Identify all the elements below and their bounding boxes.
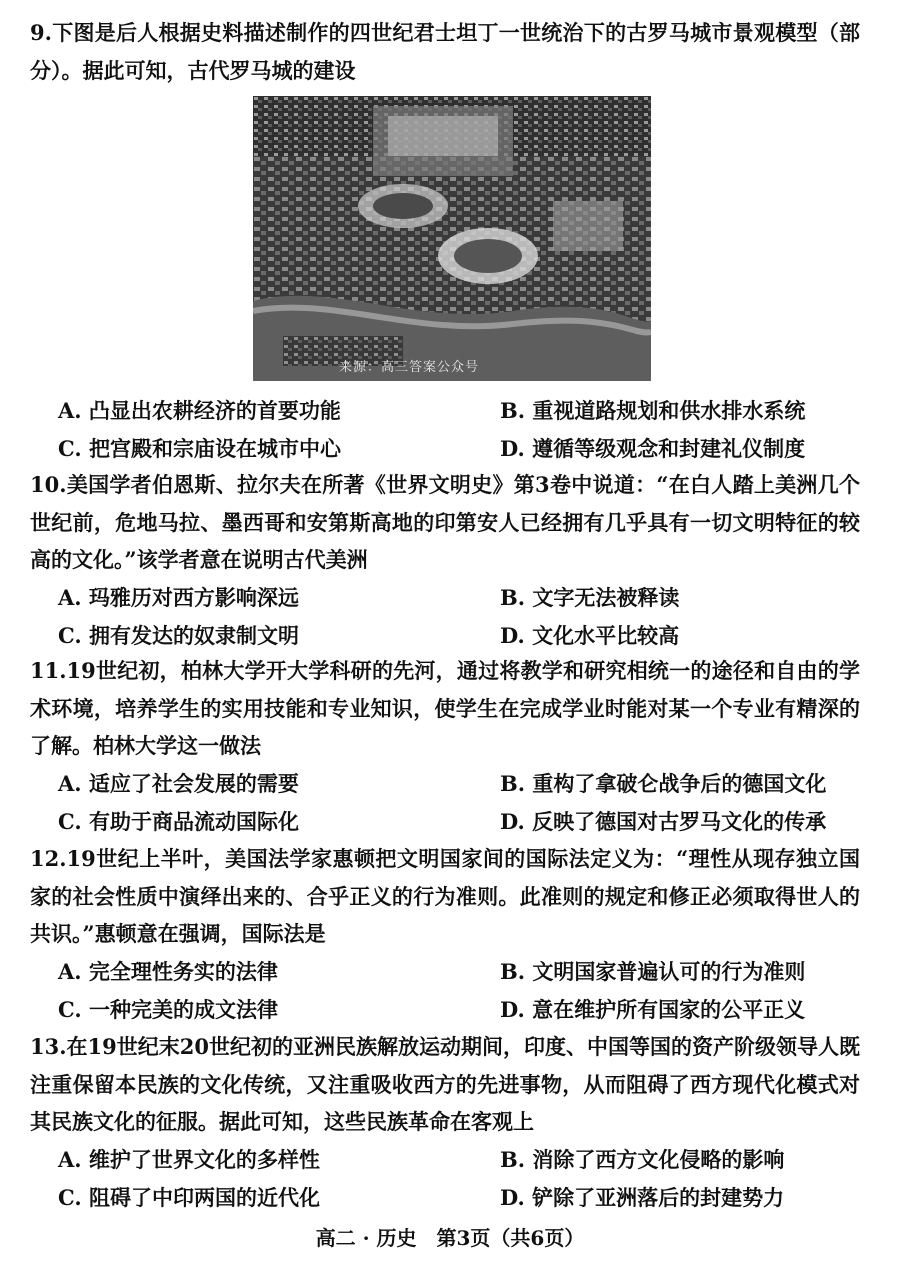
question-stem (30, 14, 860, 89)
question-stem (30, 466, 860, 579)
option-a: A. 完全理性务实的法律 (58, 958, 278, 984)
option-a: A. 适应了社会发展的需要 (58, 770, 299, 796)
question-number: 13. (30, 1034, 67, 1059)
rome-model-photo (253, 96, 651, 381)
question-text: 下图是后人根据史料描述制作的四世纪君士坦丁一世统治下的古罗马城市景观模型（部分）。据此可知，古代罗马城的建设 (30, 20, 860, 83)
question-stem (30, 652, 860, 765)
options (58, 953, 860, 1029)
option-a: A. 玛雅历对西方影响深远 (58, 584, 299, 610)
image-watermark: 来源：高三答案公众号 (339, 360, 480, 375)
question-11 (30, 652, 860, 841)
option-d: D. 文化水平比较高 (500, 622, 680, 648)
options (58, 579, 860, 655)
options (58, 765, 860, 841)
question-text: 在19世纪末20世纪初的亚洲民族解放运动期间，印度、中国等国的资产阶级领导人既注重保留本民族的文化传统，又注重吸收西方的先进事物，从而阻碍了西方现代化模式对其民族文化的征服。据此可知，这些民族革命在客观上 (30, 1034, 860, 1134)
question-13 (30, 1028, 860, 1217)
option-c: C. 有助于商品流动国际化 (58, 808, 299, 834)
option-c: C. 把宫殿和宗庙设在城市中心 (58, 436, 341, 461)
option-c: C. 阻碍了中印两国的近代化 (58, 1184, 320, 1210)
option-b: B. 重视道路规划和供水排水系统 (500, 398, 806, 423)
question-9-options (30, 392, 860, 468)
question-number: 11. (30, 658, 67, 683)
option-d: D. 铲除了亚洲落后的封建势力 (500, 1184, 785, 1210)
option-b: B. 消除了西方文化侵略的影响 (500, 1146, 785, 1172)
question-10 (30, 466, 860, 655)
question-number: 10. (30, 472, 67, 497)
option-b: B. 重构了拿破仑战争后的德国文化 (500, 770, 827, 796)
option-d: D. 反映了德国对古罗马文化的传承 (500, 808, 827, 834)
options (58, 392, 860, 468)
question-text: 美国学者伯恩斯、拉尔夫在所著《世界文明史》第3卷中说道：“在白人踏上美洲几个世纪前，危地马拉、墨西哥和安第斯高地的印第安人已经拥有几乎具有一切文明特征的较高的文化。”该学者意在说明古代美洲 (30, 472, 860, 572)
question-text: 19世纪上半叶，美国法学家惠顿把文明国家间的国际法定义为：“理性从现存独立国家的社会性质中演绎出来的、合乎正义的行为准则。此准则的规定和修正必须取得世人的共识。”惠顿意在强调，国际法是 (30, 846, 860, 946)
question-12 (30, 840, 860, 1029)
page-footer: 高二 · 历史 第3页（共6页） (315, 1226, 585, 1250)
question-9 (30, 14, 860, 89)
option-b: B. 文字无法被释读 (500, 584, 680, 610)
option-c: C. 一种完美的成文法律 (58, 996, 278, 1022)
question-stem (30, 1028, 860, 1141)
option-a: A. 凸显出农耕经济的首要功能 (58, 398, 341, 423)
option-c: C. 拥有发达的奴隶制文明 (58, 622, 299, 648)
options (58, 1141, 860, 1217)
option-b: B. 文明国家普遍认可的行为准则 (500, 958, 806, 984)
question-number: 12. (30, 846, 67, 871)
question-stem (30, 840, 860, 953)
option-a: A. 维护了世界文化的多样性 (58, 1146, 320, 1172)
option-d: D. 遵循等级观念和封建礼仪制度 (500, 436, 806, 461)
question-number: 9. (30, 20, 52, 45)
question-text: 19世纪初，柏林大学开大学科研的先河，通过将教学和研究相统一的途径和自由的学术环境，培养学生的实用技能和专业知识，使学生在完成学业时能对某一个专业有精深的了解。柏林大学这一做法 (30, 658, 860, 758)
rome-model-illustration (253, 96, 651, 381)
option-d: D. 意在维护所有国家的公平正义 (500, 996, 806, 1022)
